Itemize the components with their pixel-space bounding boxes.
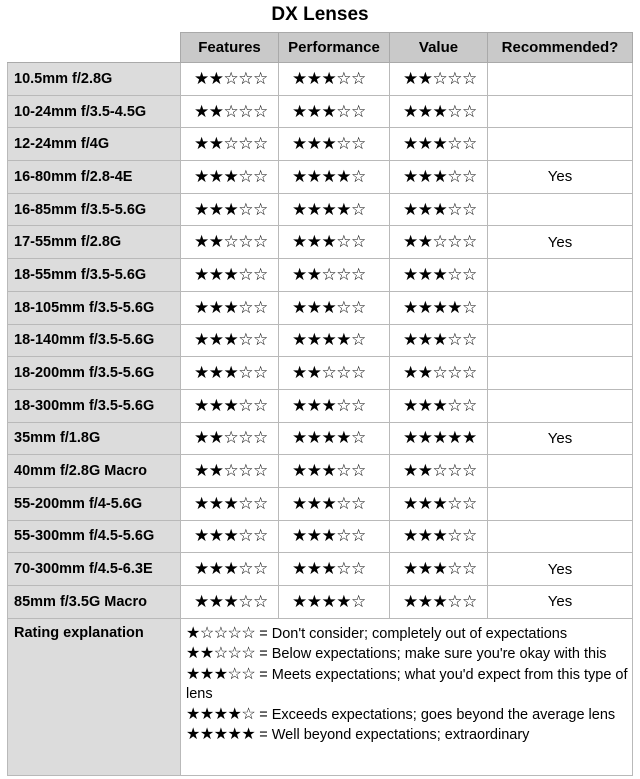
- features-rating: ★★★☆☆: [181, 487, 279, 520]
- recommended-cell: [488, 193, 633, 226]
- table-row: [8, 487, 633, 520]
- recommended-cell: [488, 291, 633, 324]
- table-row: [8, 193, 633, 226]
- recommended-cell: Yes: [488, 161, 633, 194]
- performance-rating: ★★★★☆: [279, 193, 390, 226]
- features-rating: ★★★☆☆: [181, 389, 279, 422]
- features-rating: ★★★☆☆: [181, 324, 279, 357]
- features-rating: ★★★☆☆: [181, 553, 279, 586]
- lens-name: 18-140mm f/3.5-5.6G: [8, 324, 181, 357]
- lens-rating-table: [7, 32, 633, 776]
- performance-rating: ★★★☆☆: [279, 128, 390, 161]
- lens-name: 70-300mm f/4.5-6.3E: [8, 553, 181, 586]
- page-title: DX Lenses: [271, 4, 369, 25]
- value-rating: ★★☆☆☆: [390, 455, 488, 488]
- legend-item: [186, 725, 628, 746]
- performance-rating: ★★★☆☆: [279, 553, 390, 586]
- recommended-cell: [488, 259, 633, 292]
- table-row: [8, 455, 633, 488]
- lens-name: 18-300mm f/3.5-5.6G: [8, 389, 181, 422]
- performance-rating: ★★★★☆: [279, 586, 390, 619]
- lens-name: 10-24mm f/3.5-4.5G: [8, 95, 181, 128]
- features-rating: ★★☆☆☆: [181, 95, 279, 128]
- value-rating: ★★★☆☆: [390, 324, 488, 357]
- value-rating: ★★★☆☆: [390, 389, 488, 422]
- value-rating: ★★★☆☆: [390, 161, 488, 194]
- star-rating-icon: ★★★☆☆: [186, 665, 256, 683]
- header-value: Value: [390, 33, 488, 63]
- features-rating: ★★★☆☆: [181, 357, 279, 390]
- performance-rating: ★★★☆☆: [279, 226, 390, 259]
- legend-item: [186, 705, 628, 726]
- star-rating-icon: ★★★★☆: [186, 705, 256, 723]
- table-row: [8, 422, 633, 455]
- performance-rating: ★★★☆☆: [279, 520, 390, 553]
- features-rating: ★★★☆☆: [181, 586, 279, 619]
- legend-text: = Meets expectations; what you'd expect from this type of lens: [186, 666, 628, 703]
- features-rating: ★★★☆☆: [181, 291, 279, 324]
- lens-name: 16-80mm f/2.8-4E: [8, 161, 181, 194]
- legend-item: [186, 644, 628, 665]
- star-rating-icon: ★☆☆☆☆: [186, 624, 256, 642]
- recommended-cell: [488, 324, 633, 357]
- lens-name: 40mm f/2.8G Macro: [8, 455, 181, 488]
- legend-row: [8, 618, 633, 775]
- performance-rating: ★★★☆☆: [279, 291, 390, 324]
- recommended-cell: [488, 455, 633, 488]
- performance-rating: ★★☆☆☆: [279, 357, 390, 390]
- features-rating: ★★★☆☆: [181, 161, 279, 194]
- features-rating: ★★★☆☆: [181, 259, 279, 292]
- legend-text: = Exceeds expectations; goes beyond the average lens: [255, 706, 616, 723]
- recommended-cell: [488, 520, 633, 553]
- recommended-cell: [488, 128, 633, 161]
- legend-item: [186, 624, 628, 645]
- performance-rating: ★★★☆☆: [279, 487, 390, 520]
- recommended-cell: Yes: [488, 226, 633, 259]
- recommended-cell: [488, 95, 633, 128]
- lens-name: 55-200mm f/4-5.6G: [8, 487, 181, 520]
- value-rating: ★★★☆☆: [390, 520, 488, 553]
- legend-label: Rating explanation: [8, 618, 181, 775]
- lens-name: 35mm f/1.8G: [8, 422, 181, 455]
- value-rating: ★★☆☆☆: [390, 63, 488, 96]
- recommended-cell: Yes: [488, 422, 633, 455]
- performance-rating: ★★★☆☆: [279, 389, 390, 422]
- value-rating: ★★★☆☆: [390, 487, 488, 520]
- recommended-cell: [488, 63, 633, 96]
- table-row: [8, 357, 633, 390]
- recommended-cell: [488, 389, 633, 422]
- table-row: [8, 324, 633, 357]
- recommended-cell: [488, 357, 633, 390]
- lens-name: 55-300mm f/4.5-5.6G: [8, 520, 181, 553]
- features-rating: ★★★☆☆: [181, 193, 279, 226]
- lens-name: 17-55mm f/2.8G: [8, 226, 181, 259]
- performance-rating: ★★☆☆☆: [279, 259, 390, 292]
- star-rating-icon: ★★★★★: [186, 726, 256, 744]
- performance-rating: ★★★★☆: [279, 422, 390, 455]
- table-row: [8, 161, 633, 194]
- lens-name: 18-200mm f/3.5-5.6G: [8, 357, 181, 390]
- features-rating: ★★☆☆☆: [181, 422, 279, 455]
- legend-text: = Don't consider; completely out of expectations: [255, 625, 568, 642]
- value-rating: ★★★☆☆: [390, 553, 488, 586]
- value-rating: ★★★☆☆: [390, 128, 488, 161]
- table-row: [8, 389, 633, 422]
- value-rating: ★★★☆☆: [390, 193, 488, 226]
- legend-body: [181, 618, 633, 775]
- header-features: Features: [181, 33, 279, 63]
- legend-text: = Below expectations; make sure you're okay with this: [255, 646, 607, 663]
- features-rating: ★★★☆☆: [181, 520, 279, 553]
- legend-text: = Well beyond expectations; extraordinary: [255, 727, 530, 744]
- lens-name: 18-55mm f/3.5-5.6G: [8, 259, 181, 292]
- value-rating: ★★★★★: [390, 422, 488, 455]
- performance-rating: ★★★☆☆: [279, 95, 390, 128]
- table-row: [8, 63, 633, 96]
- lens-name: 16-85mm f/3.5-5.6G: [8, 193, 181, 226]
- lens-name: 18-105mm f/3.5-5.6G: [8, 291, 181, 324]
- legend-item: [186, 665, 628, 705]
- header-corner: [8, 33, 181, 63]
- features-rating: ★★☆☆☆: [181, 455, 279, 488]
- table-row: [8, 226, 633, 259]
- recommended-cell: [488, 487, 633, 520]
- performance-rating: ★★★★☆: [279, 161, 390, 194]
- features-rating: ★★☆☆☆: [181, 63, 279, 96]
- value-rating: ★★☆☆☆: [390, 226, 488, 259]
- lens-name: 10.5mm f/2.8G: [8, 63, 181, 96]
- value-rating: ★★★★☆: [390, 291, 488, 324]
- value-rating: ★★★☆☆: [390, 95, 488, 128]
- table-row: [8, 95, 633, 128]
- table-row: [8, 259, 633, 292]
- table-row: [8, 586, 633, 619]
- table-row: [8, 291, 633, 324]
- table-row: [8, 128, 633, 161]
- lens-name: 12-24mm f/4G: [8, 128, 181, 161]
- header-recommended: Recommended?: [488, 33, 633, 63]
- header-row: [8, 33, 633, 63]
- table-row: [8, 520, 633, 553]
- table-row: [8, 553, 633, 586]
- value-rating: ★★★☆☆: [390, 586, 488, 619]
- performance-rating: ★★★☆☆: [279, 455, 390, 488]
- performance-rating: ★★★☆☆: [279, 63, 390, 96]
- value-rating: ★★★☆☆: [390, 259, 488, 292]
- recommended-cell: Yes: [488, 586, 633, 619]
- value-rating: ★★☆☆☆: [390, 357, 488, 390]
- star-rating-icon: ★★☆☆☆: [186, 645, 256, 663]
- features-rating: ★★☆☆☆: [181, 226, 279, 259]
- lens-name: 85mm f/3.5G Macro: [8, 586, 181, 619]
- recommended-cell: Yes: [488, 553, 633, 586]
- performance-rating: ★★★★☆: [279, 324, 390, 357]
- features-rating: ★★☆☆☆: [181, 128, 279, 161]
- header-performance: Performance: [279, 33, 390, 63]
